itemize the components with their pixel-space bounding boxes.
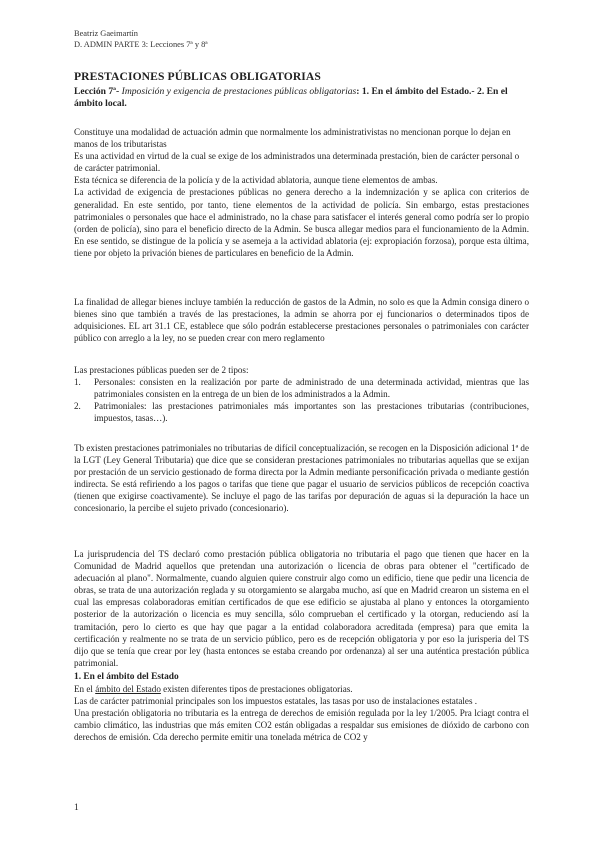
- section-line-prefix: En el: [74, 684, 96, 695]
- intro-block: [74, 126, 529, 259]
- ambito-estado-link[interactable]: ámbito del Estado: [95, 684, 161, 695]
- paragraph-emision: Una prestación obligatoria no tributaria es la entrega de derechos de emisión regulada por la ley 1/2005. Pra lciagt contra el cambio climático, las industrias que más emiten CO2 están obligadas a respaldar sus emisiones de dióxido de carbono con derechos de emisión. Cda derecho permite emitir una tonelada métrica de CO2 y: [74, 708, 529, 743]
- section-line-suffix: existen diferentes tipos de prestaciones obligatorias.: [160, 684, 353, 695]
- header-author: Beatriz Gaeimartín: [74, 29, 138, 38]
- lesson-topic: Imposición y exigencia de prestaciones públicas obligatorias: [121, 86, 357, 97]
- lesson-sections: : 1. En el ámbito del Estado.- 2. En el ámbito local.: [74, 86, 508, 109]
- paragraph-no-tributarias: Tb existen prestaciones patrimoniales no tributarias de difícil conceptualización, se recogen en la Disposición adicional 1ª de la LGT (Ley General Tributaria) que dice que se consideran prestaciones patrimoniales no tributarias aquellas que se exijan por prestación de un servicio gestionado de forma directa por la Admin mediante personificación privada o mediante gestión indirecta. Se está refiriendo a los pagos o tarifas que tiene que pagar el usuario de servicios públicos de recepción coactiva (tienen que exigirse coactivamente). Se incluye el pago de las tarifas por depuración de aguas si la depuración la hace un concesionario, la percibe el sujeto privado (concesionario).: [74, 443, 529, 514]
- list-text: Personales: consisten en la realización por parte de administrado de una determinada actividad, mientras que las patrimoniales consisten en la entrega de un bien de los administrados a la Admin.: [94, 377, 529, 400]
- types-block: [74, 364, 529, 424]
- paragraph-policia: La actividad de exigencia de prestaciones públicas no genera derecho a la indemnización y se aplica con criterios de generalidad. En este sentido, por tanto, tiene elementos de la actividad de policía. Sin embargo, estas prestaciones patrimoniales o personales que hace el administrado, no la chase para satisfacer el interés general como podría ser lo propio (orden de policía), sino para el beneficio directo de la Admin. Se busca allegar medios para el funcionamiento de la Admin. En ese sentido, se distingue de la policía y se asemeja a la actividad ablatoria (ej: expropiación forzosa), porque esta última, tiene por objeto la privación bienes de particulares en beneficio de la Admin.: [74, 187, 529, 258]
- section-heading: 1. En el ámbito del Estado: [74, 672, 179, 682]
- section-estado: [74, 671, 529, 744]
- types-list: [74, 376, 529, 424]
- paragraph-finalidad: La finalidad de allegar bienes incluye también la reducción de gastos de la Admin, no solo es que la Admin consiga dinero o bienes sino que también a través de las prestaciones, la admin se ahorra por ej funcionarios o determinados tipos de adquisiciones. EL art 31.1 CE, establece que sólo podrán establecerse prestaciones personales o patrimoniales con carácter público con arreglo a la ley, no se pueden crear con mero reglamento: [74, 297, 529, 344]
- types-intro: Las prestaciones públicas pueden ser de 2 tipos:: [74, 365, 249, 375]
- section-line: [74, 683, 529, 695]
- page-number: 1: [74, 803, 79, 813]
- list-item: [74, 400, 529, 424]
- intro-line: Es una actividad en virtud de la cual se exige de los administrados una determinada prestación, bien de carácter personal o de carácter patrimonial.: [74, 151, 520, 174]
- list-number: 1.: [74, 377, 81, 388]
- list-item: [74, 376, 529, 400]
- lesson-subtitle: [74, 86, 529, 110]
- header-course: D. ADMIN PARTE 3: Lecciones 7ª y 8ª: [74, 40, 208, 49]
- intro-line: Constituye una modalidad de actuación admin que normalmente los administrativistas no mencionan porque lo dejan en manos de los tributaristas: [74, 127, 511, 150]
- list-text: Patrimoniales: las prestaciones patrimoniales más importantes son las prestaciones tributarias (contribuciones, impuestos, tasas…).: [94, 401, 529, 424]
- lesson-number: Lección 7ª-: [74, 86, 122, 97]
- document-title: PRESTACIONES PÚBLICAS OBLIGATORIAS: [74, 70, 321, 83]
- running-header: [74, 28, 208, 50]
- list-number: 2.: [74, 401, 81, 412]
- intro-line: Esta técnica se diferencia de la policía y de la actividad ablatoria, aunque tiene elementos de ambas.: [74, 175, 438, 186]
- section-line: Las de carácter patrimonial principales son los impuestos estatales, las tasas por uso de instalaciones estatales .: [74, 696, 478, 707]
- paragraph-jurisprudencia: La jurisprudencia del TS declaró como prestación pública obligatoria no tributaria el pago que tienen que hacer en la Comunidad de Madrid aquellos que pretendan una autorización o licencia de obras para obtener el "certificado de adecuación al plano". Normalmente, cuando alguien quiere construir algo como un edificio, tiene que pedir una licencia de obras, se trata de una autorización reglada y su otorgamiento se alargaba mucho, así que en Madrid crearon un sistema en el cual las empresas colaboradoras emitían certificados de que ese edificio se ajustaba al plano y entonces la otorgamiento posterior de la autorización o licencia es muy sencilla, sólo comprueban el certificado y la otorgan, reduciendo así la tramitación, pero lo cierto es que hay que pagar a la entidad colaboradora acreditada (empresa) para que emita la certificación y realmente no se trata de un servicio público, pero es de recepción obligatoria y por eso la jurisperia del TS dijo que se tenía que crear por ley (hasta entonces se estaba creando por ordenanza) al ser una auténtica prestación pública patrimonial.: [74, 549, 529, 668]
